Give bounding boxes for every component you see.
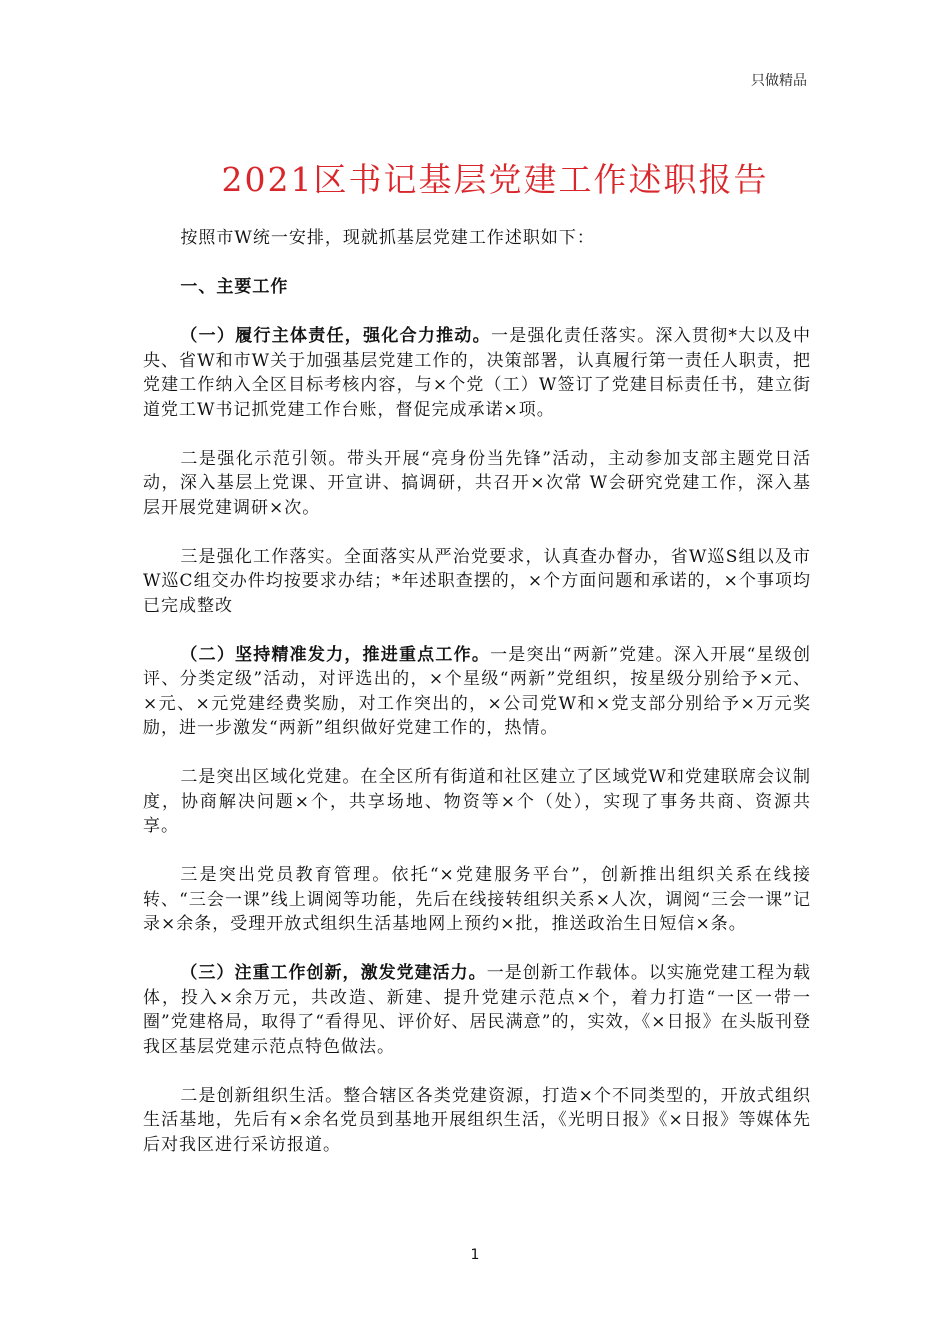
page-number: 1 [470,1247,480,1263]
paragraph-block2 [143,643,811,741]
paragraph-block3 [143,961,811,1059]
subheading-lead: （三）注重工作创新，激发党建活力。 [180,963,487,983]
document-title: 2021区书记基层党建工作述职报告 [221,160,769,199]
intro-paragraph: 按照市W统一安排，现就抓基层党建工作述职如下： [180,228,595,248]
paragraph-block1 [143,324,811,422]
paragraph-8: 二是创新组织生活。整合辖区各类党建资源，打造×个不同类型的，开放式组织生活基地，先后有×余名党员到基地开展组织生活，《光明日报》《×日报》等媒体先后对我区进行采访报道。 [143,1085,811,1155]
paragraph-5: 二是突出区域化党建。在全区所有街道和社区建立了区域党W和党建联席会议制度，协商解决问题×个，共享场地、物资等×个（处），实现了事务共商、资源共享。 [143,767,811,836]
paragraph-2: 二是强化示范引领。带头开展“亮身份当先锋”活动，主动参加支部主题党日活动，深入基层上党课、开宣讲、搞调研，共召开×次常 W会研究党建工作，深入基层开展党建调研×次。 [143,448,811,518]
paragraph-text: 一是强化责任落实。深入贯彻*大以及中央、省W和市W关于加强基层党建工作的，决策部署，认真履行第一责任人职责，把党建工作纳入全区目标考核内容，与×个党（工）W签订了党建目标责任书，建立街道党工W书记抓党建工作台账，督促完成承诺×项。 [143,326,812,420]
paragraph-3: 三是强化工作落实。全面落实从严治党要求，认真查办督办，省W巡S组以及市W巡C组交办件均按要求办结；*年述职查摆的，×个方面问题和承诺的，×个事项均已完成整改 [143,546,811,616]
subheading-lead: （一）履行主体责任，强化合力推动。 [180,326,491,346]
paragraph-6: 三是突出党员教育管理。依托“×党建服务平台”，创新推出组织关系在线接转、“三会一课”线上调阅等功能，先后在线接转组织关系×人次，调阅“三会一课”记录×余条，受理开放式组织生活基地网上预约×批，推送政治生日短信×条。 [143,865,811,934]
paragraph-text: 一是突出“两新”党建。深入开展“星级创评、分类定级”活动，对评选出的，×个星级“两新”党组织，按星级分别给予×元、×元、×元党建经费奖励，对工作突出的，×公司党W和×党支部分别给予×万元奖励，进一步激发“两新”组织做好党建工作的，热情。 [143,644,812,738]
section-heading: 一、主要工作 [180,277,289,297]
subheading-lead: （二）坚持精准发力，推进重点工作。 [180,644,491,665]
header-tag: 只做精品 [751,73,807,89]
document-body [143,226,811,1182]
paragraph-text: 一是创新工作载体。以实施党建工程为载体，投入×余万元，共改造、新建、提升党建示范点×个，着力打造“一区一带一圈”党建格局，取得了“看得见、评价好、居民满意”的，实效，《×日报》在头版刊登我区基层党建示范点特色做法。 [143,963,812,1057]
